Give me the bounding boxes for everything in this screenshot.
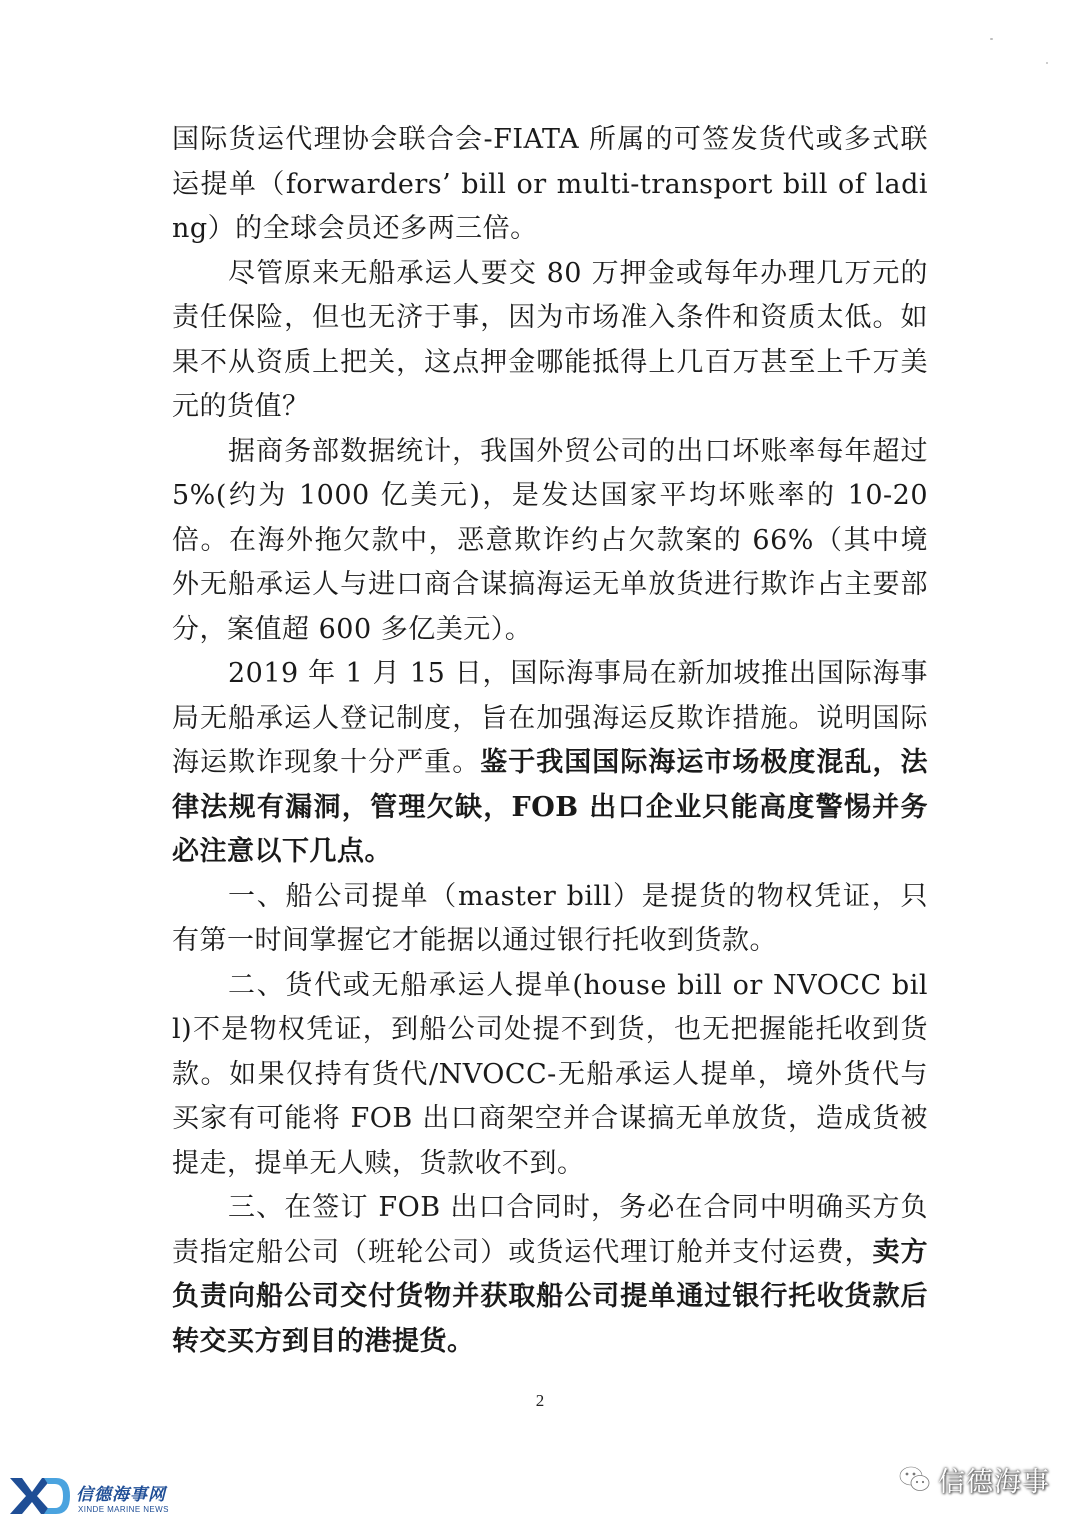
paragraph-4 <box>172 652 928 875</box>
paragraph-3: 据商务部数据统计，我国外贸公司的出口坏账率每年超过 5%(约为 1000 亿美元)，是发达国家平均坏账率的 10-20 倍。在海外拖欠款中，恶意欺诈约占欠款案的 66%（其中境外无船承运人与进口商合谋搞海运无单放货进行欺诈占主要部分，案值超 600 多亿美元）。 <box>172 435 928 645</box>
scan-speck <box>990 38 993 40</box>
paragraph-5: 一、船公司提单（master bill）是提货的物权凭证，只有第一时间掌握它才能据以通过银行托收到货款。 <box>172 880 928 956</box>
paragraph-1: 国际货运代理协会联合会-FIATA 所属的可签发货代或多式联运提单（forwarders’ bill or multi-transport bill of lading）的全球会员还多两三倍。 <box>172 124 928 244</box>
logo-chinese-name: 信德海事网 <box>76 1485 166 1505</box>
wechat-icon <box>898 1464 932 1494</box>
logo-english-name: XINDE MARINE NEWS <box>78 1505 169 1514</box>
paragraph-7-bold: 卖方负责向船公司交付货物并获取船公司提单通过银行托收货款后转交买方到目的港提货。 <box>172 1236 929 1357</box>
xinde-logo <box>8 1474 183 1520</box>
paragraph-2: 尽管原来无船承运人要交 80 万押金或每年办理几万元的责任保险，但也无济于事，因为市场准入条件和资质太低。如果不从资质上把关，这点押金哪能抵得上几百万甚至上千万美元的货值？ <box>172 257 928 422</box>
document-body <box>172 118 928 1364</box>
watermark-text: 信德海事 <box>938 1466 1050 1498</box>
xd-logo-mark-icon <box>8 1474 72 1518</box>
paragraph-6: 二、货代或无船承运人提单(house bill or NVOCC bill)不是物权凭证，到船公司处提不到货，也无把握能托收到货款。如果仅持有货代/NVOCC-无船承运人提单，境外货代与买家有可能将 FOB 出口商架空并合谋搞无单放货，造成货被提走，提单无人赎，货款收不到。 <box>172 969 928 1179</box>
paragraph-4-bold: 鉴于我国国际海运市场极度混乱，法律法规有漏洞，管理欠缺，FOB 出口企业只能高度警惕并务必注意以下几点。 <box>172 747 929 867</box>
paragraph-4-normal: 2019 年 1 月 15 日，国际海事局在新加坡推出国际海事局无船承运人登记制度，旨在加强海运反欺诈措施。说明国际海运欺诈现象十分严重。 <box>172 658 928 778</box>
wechat-watermark <box>898 1457 1050 1501</box>
paragraph-7 <box>172 1186 928 1364</box>
page-number: 2 <box>535 1391 545 1410</box>
scan-speck <box>1046 62 1048 64</box>
paragraph-7-normal: 三、在签订 FOB 出口合同时，务必在合同中明确买方负责指定船公司（班轮公司）或货运代理订舱并支付运费， <box>172 1192 928 1268</box>
